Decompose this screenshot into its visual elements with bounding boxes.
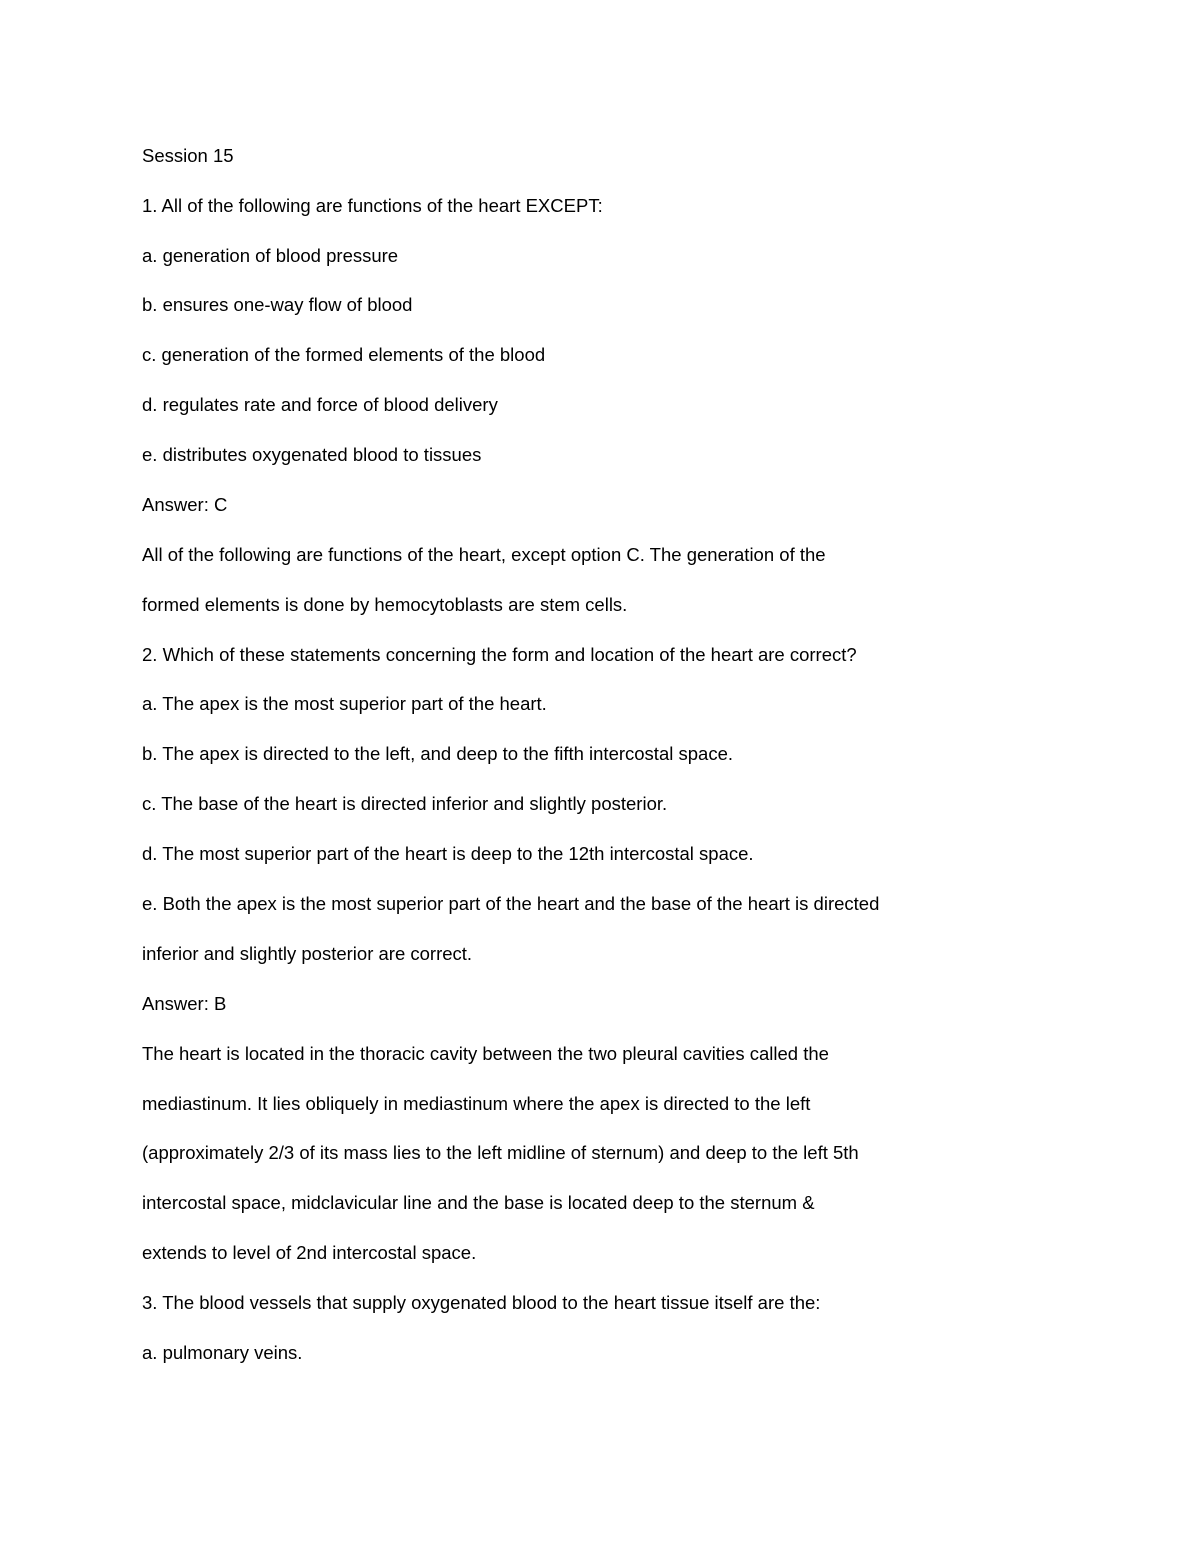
question-3-option-a: a. pulmonary veins.	[142, 1342, 303, 1363]
question-2-explanation-line: intercostal space, midclavicular line and the base is located deep to the sternum &	[142, 1192, 815, 1213]
question-1-option-b: b. ensures one-way flow of blood	[142, 294, 413, 315]
question-1: 1. All of the following are functions of the heart EXCEPT:	[142, 195, 603, 216]
question-2-answer: Answer: B	[142, 993, 227, 1014]
question-2: 2. Which of these statements concerning the form and location of the heart are correct?	[142, 644, 857, 665]
question-1-answer: Answer: C	[142, 494, 228, 515]
question-3: 3. The blood vessels that supply oxygenated blood to the heart tissue itself are the:	[142, 1292, 821, 1313]
question-1-option-d: d. regulates rate and force of blood delivery	[142, 394, 498, 415]
question-2-option-d: d. The most superior part of the heart is deep to the 12th intercostal space.	[142, 843, 754, 864]
question-2-explanation-line: mediastinum. It lies obliquely in mediastinum where the apex is directed to the left	[142, 1093, 811, 1114]
question-1-option-c: c. generation of the formed elements of the blood	[142, 344, 546, 365]
question-2-explanation-line: The heart is located in the thoracic cavity between the two pleural cavities called the	[142, 1043, 829, 1064]
question-1-option-e: e. distributes oxygenated blood to tissues	[142, 444, 482, 465]
question-2-explanation-line: (approximately 2/3 of its mass lies to the left midline of sternum) and deep to the left 5th	[142, 1142, 859, 1163]
question-2-explanation-line: extends to level of 2nd intercostal space.	[142, 1242, 477, 1263]
question-1-explanation-line: All of the following are functions of the heart, except option C. The generation of the	[142, 544, 826, 565]
question-2-option-b: b. The apex is directed to the left, and deep to the fifth intercostal space.	[142, 743, 733, 764]
question-2-option-e-continued: inferior and slightly posterior are correct.	[142, 943, 473, 964]
question-2-option-e: e. Both the apex is the most superior part of the heart and the base of the heart is directed	[142, 893, 880, 914]
session-title: Session 15	[142, 145, 234, 166]
question-2-option-c: c. The base of the heart is directed inferior and slightly posterior.	[142, 793, 668, 814]
question-1-explanation-line: formed elements is done by hemocytoblasts are stem cells.	[142, 594, 628, 615]
question-1-option-a: a. generation of blood pressure	[142, 245, 399, 266]
question-2-option-a: a. The apex is the most superior part of the heart.	[142, 693, 547, 714]
